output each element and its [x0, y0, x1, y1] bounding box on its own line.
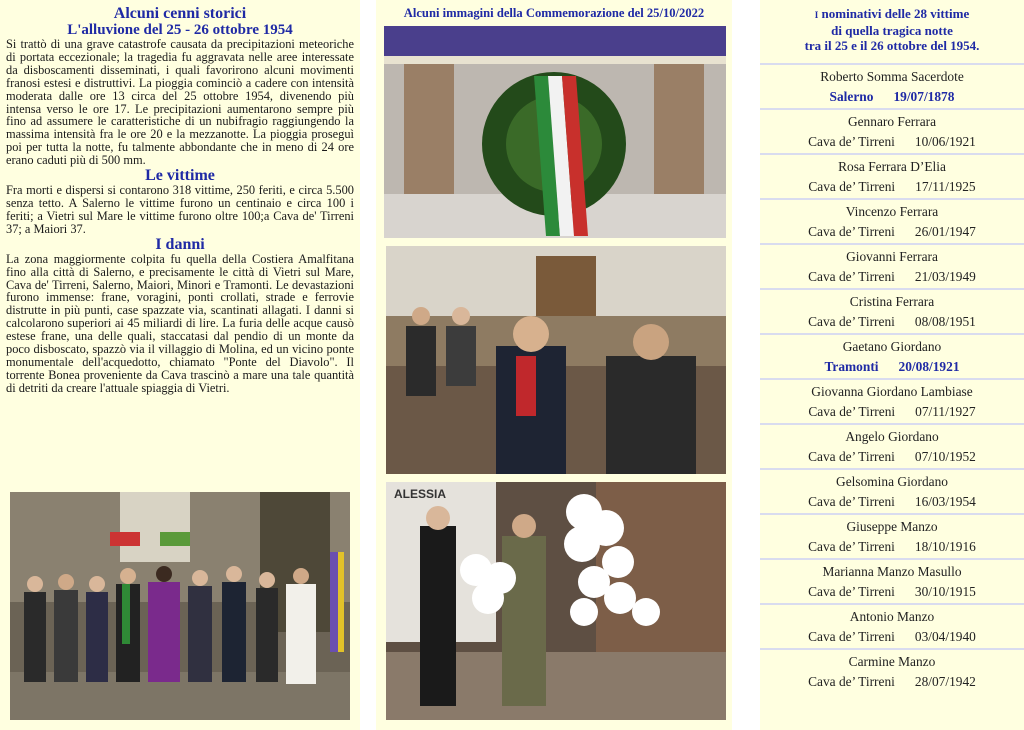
victim-place: Tramonti	[824, 359, 879, 374]
victim-name: Giovanni Ferrara	[846, 249, 938, 264]
victim-details	[760, 671, 1024, 693]
victim-name: Marianna Manzo Masullo	[822, 564, 962, 579]
victim-card	[760, 288, 1024, 333]
flood-subtitle: L'alluvione del 25 - 26 ottobre 1954	[67, 22, 293, 38]
victim-place: Cava de’ Tirreni	[808, 134, 895, 149]
victim-place: Cava de’ Tirreni	[808, 224, 895, 239]
victim-details	[760, 131, 1024, 153]
victim-place: Cava de’ Tirreni	[808, 674, 895, 689]
victim-card	[760, 603, 1024, 648]
victims-heading-line-1: nominativi delle 28 vittime	[821, 6, 970, 21]
victim-details	[760, 581, 1024, 603]
victim-details	[760, 626, 1024, 648]
church-photo	[386, 246, 726, 474]
victim-details	[760, 446, 1024, 468]
victim-name: Angelo Giordano	[845, 429, 939, 444]
victim-details	[760, 311, 1024, 333]
victims-list-heading	[760, 6, 1024, 53]
victim-date: 08/08/1951	[914, 314, 976, 329]
victim-details	[760, 266, 1024, 288]
victim-place: Cava de’ Tirreni	[808, 539, 895, 554]
victim-card	[760, 423, 1024, 468]
victims-heading-small: I	[814, 10, 819, 20]
damage-heading: I danni	[155, 235, 205, 253]
victim-card	[760, 648, 1024, 693]
people-figures	[24, 566, 316, 684]
commemoration-caption: Alcuni immagini della Commemorazione del 25/10/2022	[403, 6, 705, 20]
victim-details	[760, 491, 1024, 513]
victim-card	[760, 108, 1024, 153]
damage-paragraph: La zona maggiormente colpita fu quella della Costiera Amalfitana fino alla città di Salerno, e precisamente le città di Vietri sul Mare, Cava de' Tirreni, Salerno, Maiori, Minori e Tramonti. Le devastazioni furono immense: frane, voragini, ponti crollati, strade e ferrovie distrutte in più punti, case spazzate via, scantinati allagati. I danni si calcolarono superiori ai 45 miliardi di lire. La furia delle acque causò estese frane, una delle quali, staccatasi dal pendio di un monte da poco disboscato, spazzò via il villaggio di Molina, ed un vicino ponte monumentale dell'acquedotto, chiamato "Ponte del Diavolo". Il torrente Bonea proveniente da Cava trascinò a mare una tale quantità di detriti da creare l'attuale spiaggia di Vietri.	[6, 251, 354, 395]
victim-details	[760, 176, 1024, 198]
history-title: Alcuni cenni storici	[113, 5, 247, 22]
victim-details	[760, 221, 1024, 243]
victim-name: Cristina Ferrara	[849, 294, 935, 309]
victims-heading-line-3: tra il 25 e il 26 ottobre del 1954.	[804, 38, 980, 53]
victims-heading-line-2: di quella tragica notte	[831, 23, 953, 38]
victim-name: Gelsomina Giordano	[836, 474, 948, 489]
victim-details	[760, 86, 1024, 108]
victims-list-panel	[760, 0, 1024, 730]
victim-name: Vincenzo Ferrara	[845, 204, 939, 219]
victim-name: Giovanna Giordano Lambiase	[811, 384, 973, 399]
victim-date: 07/11/1927	[915, 404, 976, 419]
victim-card	[760, 513, 1024, 558]
victim-date: 07/10/1952	[914, 449, 976, 464]
victim-card	[760, 63, 1024, 108]
victim-card	[760, 558, 1024, 603]
victim-name: Gaetano Giordano	[842, 339, 942, 354]
victim-date: 10/06/1921	[914, 134, 976, 149]
victim-name: Rosa Ferrara D’Elia	[838, 159, 946, 174]
victim-place: Salerno	[829, 89, 874, 104]
victim-date: 16/03/1954	[914, 494, 976, 509]
victim-date: 30/10/1915	[914, 584, 976, 599]
victim-date: 21/03/1949	[914, 269, 976, 284]
victim-card	[760, 243, 1024, 288]
victims-list	[760, 63, 1024, 693]
group-photo	[10, 492, 350, 720]
victim-name: Roberto Somma Sacerdote	[820, 69, 964, 84]
victim-place: Cava de’ Tirreni	[808, 269, 895, 284]
victim-date: 20/08/1921	[898, 359, 960, 374]
victim-place: Cava de’ Tirreni	[808, 629, 895, 644]
victim-card	[760, 198, 1024, 243]
victim-place: Cava de’ Tirreni	[808, 584, 895, 599]
shop-sign: ALESSIA	[394, 487, 447, 501]
victim-details	[760, 536, 1024, 558]
victim-details	[760, 356, 1024, 378]
victim-place: Cava de’ Tirreni	[808, 179, 896, 194]
victim-name: Carmine Manzo	[848, 654, 936, 669]
victim-place: Cava de’ Tirreni	[808, 314, 895, 329]
victim-place: Cava de’ Tirreni	[808, 449, 895, 464]
victim-name: Gennaro Ferrara	[847, 114, 937, 129]
victim-date: 19/07/1878	[893, 89, 955, 104]
victims-paragraph: Fra morti e dispersi si contarono 318 vittime, 250 feriti, e circa 5.500 senza tetto. A Salerno le vittime furono un centinaio e circa 100 i feriti; a Vietri sul Mare le vittime furono oltre 100;a Cava de' Tirreni 37; a Maiori 37.	[6, 183, 354, 236]
victim-place: Cava de’ Tirreni	[808, 404, 896, 419]
victim-card	[760, 378, 1024, 423]
victim-name: Antonio Manzo	[849, 609, 935, 624]
victim-date: 26/01/1947	[914, 224, 976, 239]
victim-date: 18/10/1916	[914, 539, 976, 554]
victim-card	[760, 333, 1024, 378]
victim-details	[760, 401, 1024, 423]
balloons-photo	[386, 482, 726, 720]
victim-card	[760, 468, 1024, 513]
victim-card	[760, 153, 1024, 198]
victim-name: Giuseppe Manzo	[846, 519, 938, 534]
victim-date: 28/07/1942	[914, 674, 976, 689]
victim-date: 03/04/1940	[914, 629, 976, 644]
victim-place: Cava de’ Tirreni	[808, 494, 895, 509]
flood-paragraph: Si trattò di una grave catastrofe causata da precipitazioni meteoriche di portata eccezionale; la tragedia fu aggravata nelle aree interessate da disboscamenti disseminati, i quali favorirono alcuni movimenti franosi estesi e distruttivi. La pioggia cominciò a cadere con intensità moderata dalle ore 13 circa del 25 ottobre 1954, divenendo più intensa verso le ore 17. Le precipitazioni aumentarono sempre più fino ad assumere le caratteristiche di un nubifragio raggiungendo la massima intensità fra le ore 20 e la mezzanotte. La pioggia proseguì poi per tutta la notte, fu talmente abbondante che in meno di 24 ore erano caduti più di 500 mm.	[6, 37, 354, 168]
victim-date: 17/11/1925	[915, 179, 976, 194]
victims-heading: Le vittime	[145, 167, 215, 185]
wreath-photo	[384, 26, 726, 238]
